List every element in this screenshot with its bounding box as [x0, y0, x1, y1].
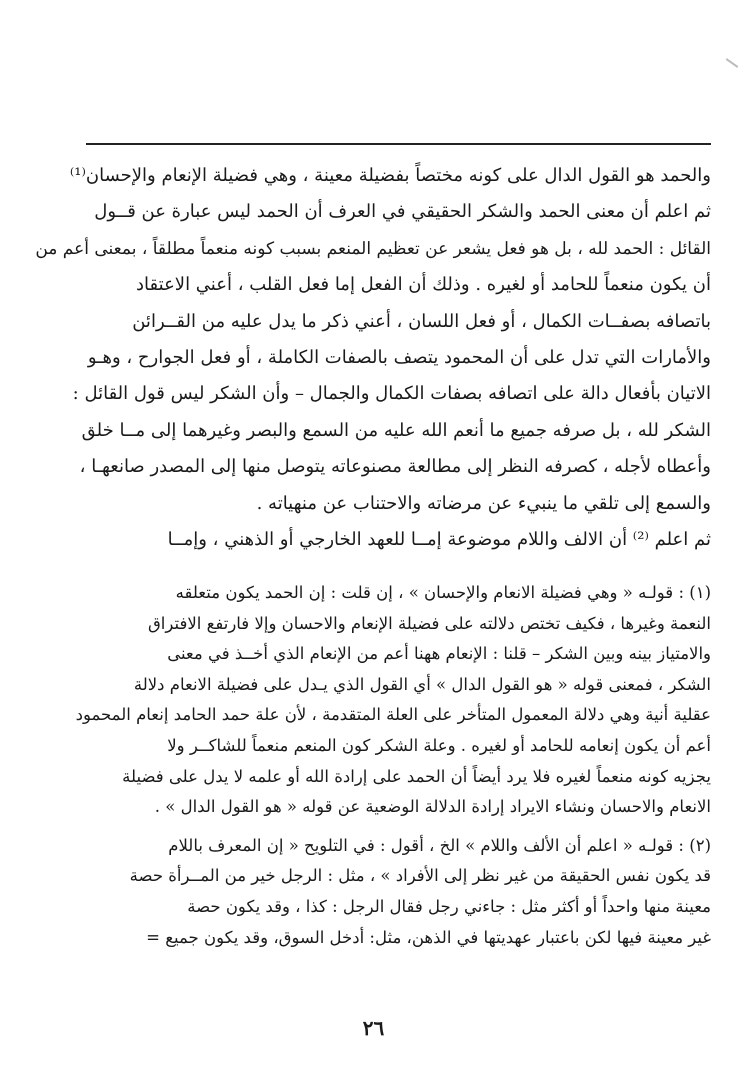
- main-text-line: الاتيان بأفعال دالة على اتصافه بصفات الكمال والجمال – وأن الشكر ليس قول القائل :: [72, 383, 711, 405]
- page-number: ٢٦: [362, 1016, 385, 1040]
- footnote-line: الانعام والاحسان ونشاء الايراد إرادة الدلالة الوضعية عن قوله « هو القول الدال » .: [154, 797, 711, 817]
- footnote-2: [31, 831, 711, 953]
- scan-mark: [726, 58, 739, 68]
- main-text-line: وأعطاه لأجله ، كصرفه النظر إلى مطالعة مصنوعاته يتوصل منها إلى المصدر صانعهـا ،: [79, 456, 711, 478]
- main-text: [31, 158, 711, 558]
- footnote-line: غير معينة فيها لكن باعتبار عهديتها في الذهن، مثل: أدخل السوق، وقد يكون جميع =: [146, 927, 711, 947]
- footnotes: [31, 578, 711, 961]
- footnote-line: أعم أن يكون إنعامه للحامد أو لغيره . وعلة الشكر كون المنعم منعماً للشاكــر ولا: [167, 735, 711, 755]
- footnote-line: والامتياز بينه وبين الشكر – قلنا : الإنعام ههنا أعم من الإنعام الذي أخــذ في معنى: [167, 644, 711, 664]
- main-text-line: باتصافه بصفــات الكمال ، أو فعل اللسان ، أعني ذكر ما يدل عليه من القــرائن: [132, 310, 711, 332]
- header-rule: [86, 143, 711, 145]
- footnote-line: عقلية أنية وهي دلالة المعمول المتأخر على العلة المتقدمة ، لأن علة حمد الحامد إنعام المحمود: [75, 705, 711, 725]
- footnote-line: معينة منها واحداً أو أكثر مثل : جاءني رجل فقال الرجل : كذا ، وقد يكون حصة: [187, 896, 711, 916]
- main-text-line: أن يكون منعماً للحامد أو لغيره . وذلك أن الفعل إما فعل القلب ، أعني الاعتقاد: [136, 274, 711, 296]
- footnote-line: النعمة وغيرها ، فكيف تختص دلالته على فضيلة الإنعام والاحسان وإلا فارتفع الافتراق: [148, 613, 711, 633]
- main-text-line: الشكر لله ، بل صرفه جميع ما أنعم الله عليه من السمع والبصر وغيرهما إلى مــا خلق: [81, 419, 711, 441]
- footnote-line: يجزيه كونه منعماً لغيره فلا يرد أيضاً أن الحمد على إرادة الله أو علمه لا يدل على فضيلة: [122, 766, 711, 786]
- main-text-line: والسمع إلى تلقي ما ينبيء عن مرضاته والاحتناب عن منهياته .: [256, 492, 711, 514]
- main-text-line: والأمارات التي تدل على أن المحمود يتصف بالصفات الكاملة ، أو فعل الجوارح ، وهـو: [87, 346, 711, 368]
- footnote-line: (١) : قولـه « وهي فضيلة الانعام والإحسان » ، إن قلت : إن الحمد يكون متعلقه: [175, 583, 711, 602]
- footnote-line: (٢) : قولـه « اعلم أن الألف واللام » الخ ، أقول : في التلويح « إن المعرف باللام: [168, 835, 711, 855]
- main-text-line: ثم اعلم ⁽²⁾ أن الالف واللام موضوعة إمــا للعهد الخارجي أو الذهني ، وإمــا: [167, 528, 711, 550]
- footnote-line: الشكر ، فمعنى قوله « هو القول الدال » أي القول الذي يـدل على فضيلة الانعام دلالة: [133, 674, 711, 694]
- footnote-1: [31, 578, 711, 823]
- main-text-line: ثم اعلم أن معنى الحمد والشكر الحقيقي في العرف أن الحمد ليس عبارة عن قــول: [94, 201, 711, 223]
- main-text-line: القائل : الحمد لله ، بل هو فعل يشعر عن تعظيم المنعم بسبب كونه منعماً مطلقاً ، بمعنى أعم من: [35, 238, 711, 259]
- main-text-line: والحمد هو القول الدال على كونه مختصاً بفضيلة معينة ، وهي فضيلة الإنعام والإحسان⁽¹⁾: [69, 165, 711, 186]
- footnote-line: قد يكون نفس الحقيقة من غير نظر إلى الأفراد » ، مثل : الرجل خير من المــرأة حصة: [129, 866, 711, 886]
